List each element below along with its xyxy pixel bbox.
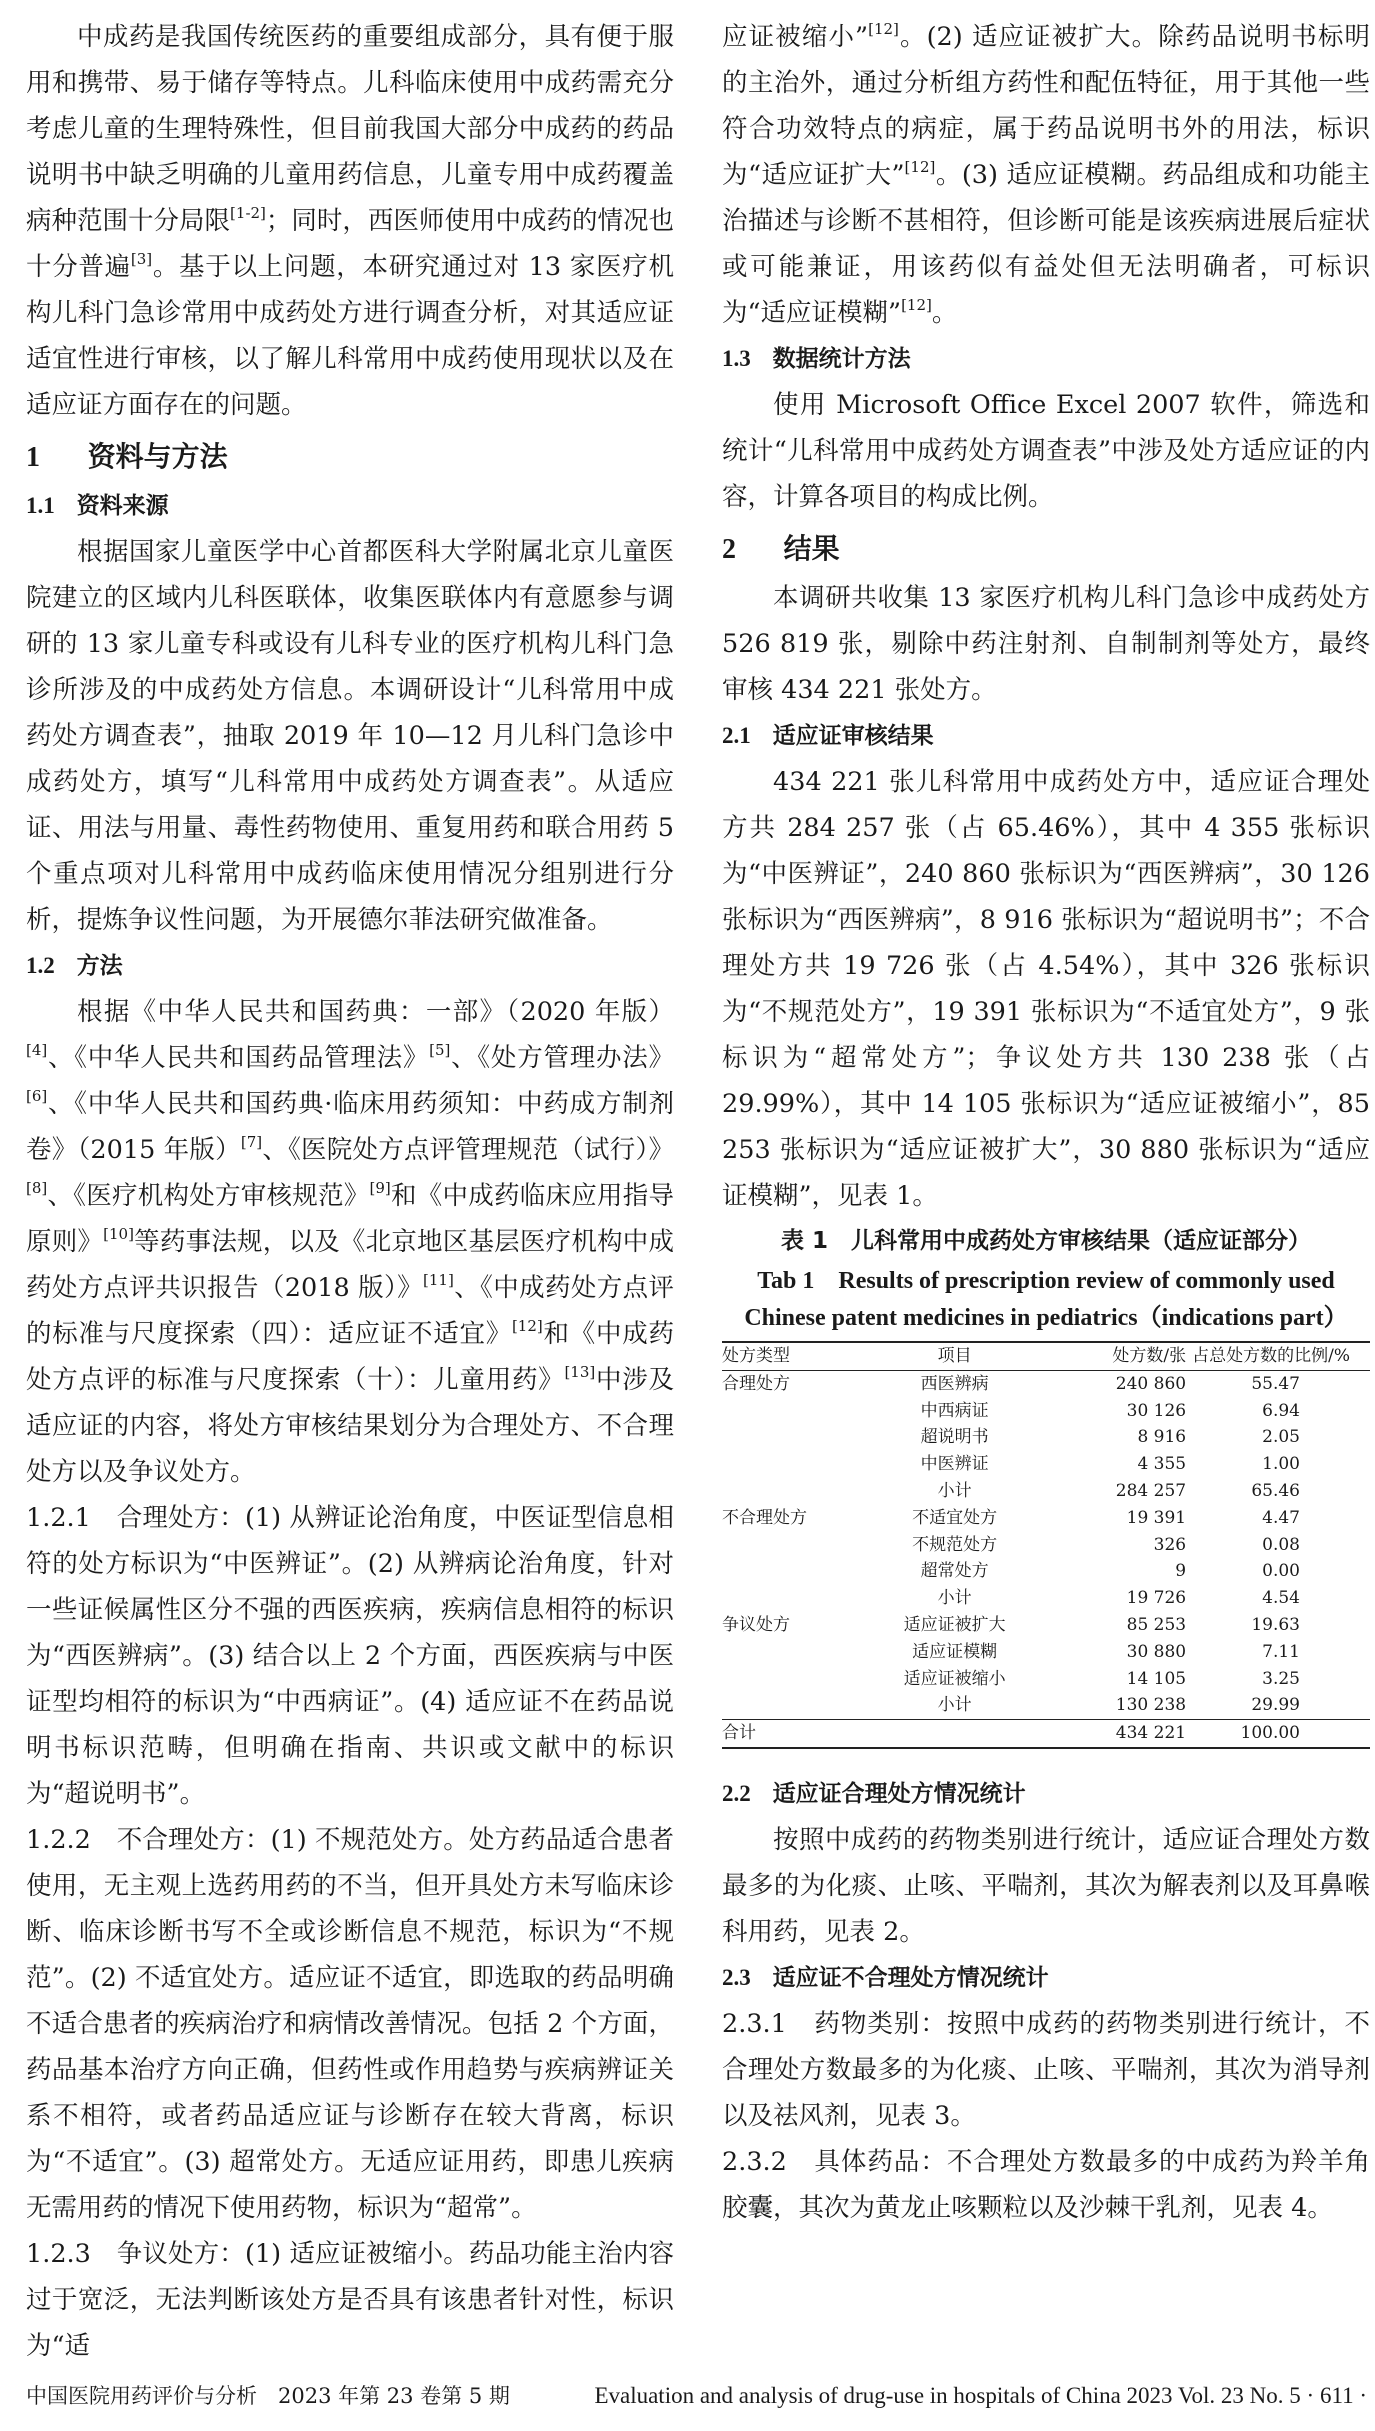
paragraph-2-3-1: 2.3.1 药物类别：按照中成药的药物类别进行统计，不合理处方数最多的为化痰、止咳、平喘剂，其次为消导剂以及祛风剂，见表 3。 <box>722 2008 1370 2131</box>
table-cell <box>722 1692 865 1719</box>
section-title: 适应证合理处方情况统计 <box>772 1780 1026 1807</box>
section-heading-2-3 <box>722 1955 1370 2001</box>
table-cell: 30 126 <box>1126 1400 1187 1421</box>
table-cell: 19 726 <box>1126 1588 1187 1609</box>
table-caption-en-line1: Tab 1 Results of prescription review of commonly used <box>757 1268 1335 1294</box>
paragraph-rational: 按照中成药的药物类别进行统计，适应证合理处方数最多的为化痰、止咳、平喘剂，其次为解表剂以及耳鼻喉科用药，见表 2。 <box>722 1824 1370 1947</box>
table-cell <box>722 1666 865 1693</box>
paragraph-method: 根据《中华人民共和国药典：一部》（2020 年版）[4]、《中华人民共和国药品管理法》[5]、《处方管理办法》[6]、《中华人民共和国药典·临床用药须知：中药成方制剂卷》（2015 年版）[7]、《医院处方点评管理规范（试行）》[8]、《医疗机构处方审核规范》[9]和《中成药临床应用指导原则》[10]等药事法规，以及《北京地区基层医疗机构中成药处方点评共识报告（2018 版）》[11]、《中成药处方点评的标准与尺度探索（四）：适应证不适宜》[12]和《中成药处方点评的标准与尺度探索（十）：儿童用药》[13]中涉及适应证的内容，将处方审核结果划分为合理处方、不合理处方以及争议处方。 <box>26 997 674 1487</box>
table-cell: 19 391 <box>1126 1507 1187 1528</box>
table-cell: 130 238 <box>1115 1695 1187 1716</box>
table-row <box>722 1585 1370 1612</box>
intro-paragraph: 中成药是我国传统医药的重要组成部分，具有便于服用和携带、易于储存等特点。儿科临床使用中成药需充分考虑儿童的生理特殊性，但目前我国大部分中成药的药品说明书中缺乏明确的儿童用药信息，儿童专用中成药覆盖病种范围十分局限[1-2]；同时，西医师使用中成药的情况也十分普遍[3]。基于以上问题，本研究通过对 13 家医疗机构儿科门急诊常用中成药处方进行调查分析，对其适应证适宜性进行审核，以了解儿科常用中成药使用现状以及在适应证方面存在的问题。 <box>26 22 674 420</box>
table-cell: 8 916 <box>1137 1427 1187 1448</box>
table-header-cell: 处方类型 <box>722 1346 790 1366</box>
table-row <box>722 1424 1370 1451</box>
table-cell <box>722 1532 865 1559</box>
table-cell: 3.25 <box>1262 1668 1300 1689</box>
table-row <box>722 1478 1370 1505</box>
section-number: 1 <box>26 442 40 473</box>
table-cell <box>722 1424 865 1451</box>
citation-ref: [10] <box>103 1225 134 1243</box>
table-1 <box>722 1341 1370 1749</box>
table-cell: 2.05 <box>1262 1427 1300 1448</box>
section-number: 1.3 <box>722 346 751 371</box>
table-header-cell: 占总处方数的比例/% <box>1192 1346 1350 1366</box>
section-heading-1-2 <box>26 943 674 989</box>
table-cell <box>722 1558 865 1585</box>
table-cell: 100.00 <box>1240 1723 1300 1744</box>
table-cell: 30 880 <box>1126 1641 1187 1662</box>
citation-ref: [7] <box>240 1133 263 1151</box>
table-cell: 9 <box>1175 1561 1187 1582</box>
paragraph-1-2-2: 1.2.2 不合理处方：(1) 不规范处方。处方药品适合患者使用，无主观上选药用药的不当，但开具处方未写临床诊断、临床诊断书写不全或诊断信息不规范，标识为“不规范”。(2) 不适宜处方。适应证不适宜，即选取的药品明确不适合患者的疾病治疗和病情改善情况。包括 2 个方面，药品基本治疗方向正确，但药性或作用趋势与疾病辨证关系不相符，或者药品适应证与诊断存在较大背离，标识为“不适宜”。(3) 超常处方。无适应证用药，即患儿疾病无需用药的情况下使用药物，标识为“超常”。 <box>26 1825 674 2223</box>
paragraph-review-results: 434 221 张儿科常用中成药处方中，适应证合理处方共 284 257 张（占 65.46%），其中 4 355 张标识为“中医辨证”，240 860 张标识为“西医辨病”，30 126 张标识为“西医辨病”，8 916 张标识为“超说明书”；不合理处方共 19 726 张（占 4.54%），其中 326 张标识为“不规范处方”，19 391 张标识为“不适宜处方”，9 张标识为“超常处方”；争议处方共 130 238 张（占 29.99%），其中 14 105 张标识为“适应证被缩小”，85 253 张标识为“适应证被扩大”，30 880 张标识为“适应证模糊”，见表 1。 <box>722 767 1370 1211</box>
table-cell: 超常处方 <box>920 1561 989 1582</box>
section-number: 1.2 <box>26 953 55 978</box>
paragraph-results: 本调研共收集 13 家医疗机构儿科门急诊中成药处方 526 819 张，剔除中药注射剂、自制制剂等处方，最终审核 434 221 张处方。 <box>722 583 1370 705</box>
paragraph-1-2-1: 1.2.1 合理处方：(1) 从辨证论治角度，中医证型信息相符的处方标识为“中医辨证”。(2) 从辨病论治角度，针对一些证候属性区分不强的西医疾病，疾病信息相符的标识为“西医辨病”。(3) 结合以上 2 个方面，西医疾病与中医证型均相符的标识为“中西病证”。(4) 适应证不在药品说明书标识范畴，但明确在指南、共识或文献中的标识为“超说明书”。 <box>26 1503 674 1809</box>
table-cell: 中西病证 <box>920 1400 989 1421</box>
table-cell: 不合理处方 <box>722 1507 807 1528</box>
section-heading-1 <box>26 432 674 483</box>
table-cell: 0.00 <box>1262 1561 1300 1582</box>
left-column <box>26 14 674 2369</box>
section-title: 适应证不合理处方情况统计 <box>772 1964 1049 1991</box>
table-cell: 65.46 <box>1251 1480 1300 1501</box>
citation-ref: [1-2] <box>230 204 266 222</box>
table-cell: 240 860 <box>1115 1373 1187 1394</box>
section-heading-2-1 <box>722 713 1370 759</box>
table-row <box>722 1505 1370 1532</box>
table-cell: 不规范处方 <box>912 1534 998 1555</box>
section-title: 方法 <box>76 953 123 979</box>
table-cell: 4.47 <box>1262 1507 1300 1528</box>
table-row <box>722 1398 1370 1425</box>
section-title: 资料来源 <box>76 493 169 519</box>
section-title: 适应证审核结果 <box>772 723 934 749</box>
table-cell <box>722 1585 865 1612</box>
section-heading-2 <box>722 524 1370 575</box>
paragraph-data-source: 根据国家儿童医学中心首都医科大学附属北京儿童医院建立的区域内儿科医联体，收集医联体内有意愿参与调研的 13 家儿童专科或设有儿科专业的医疗机构儿科门急诊所涉及的中成药处方信息。本调研设计“儿科常用中成药处方调查表”，抽取 2019 年 10—12 月儿科门急诊中成药处方，填写“儿科常用中成药处方调查表”。从适应证、用法与用量、毒性药物使用、重复用药和联合用药 5 个重点项对儿科常用中成药临床使用情况分组别进行分析，提炼争议性问题，为开展德尔菲法研究做准备。 <box>26 537 674 935</box>
table-cell: 4.54 <box>1262 1588 1300 1609</box>
citation-ref: [4] <box>26 1041 48 1059</box>
table-cell: 西医辨病 <box>920 1373 989 1394</box>
right-column <box>722 14 1370 2231</box>
table-cell: 7.11 <box>1262 1641 1300 1662</box>
citation-ref: [12] <box>868 20 899 38</box>
table-cell <box>722 1398 865 1425</box>
citation-ref: [12] <box>511 1317 543 1335</box>
table-cell: 14 105 <box>1126 1668 1187 1689</box>
section-heading-1-1 <box>26 483 674 529</box>
table-cell: 不适宜处方 <box>912 1507 998 1528</box>
table-cell: 合计 <box>722 1723 756 1744</box>
section-heading-2-2 <box>722 1771 1370 1817</box>
table-row <box>722 1692 1370 1719</box>
table-cell: 小计 <box>937 1480 972 1501</box>
table-total-row <box>722 1720 1370 1748</box>
table-row <box>722 1639 1370 1666</box>
paragraph-2-3-2: 2.3.2 具体药品：不合理处方数最多的中成药为羚羊角胶囊，其次为黄龙止咳颗粒以及沙棘干乳剂，见表 4。 <box>722 2146 1370 2223</box>
citation-ref: [12] <box>904 158 936 176</box>
table-row <box>722 1370 1370 1397</box>
table-cell: 1.00 <box>1262 1454 1300 1475</box>
table-cell: 85 253 <box>1126 1614 1187 1635</box>
section-number: 2.3 <box>722 1964 751 1990</box>
table-cell: 中医辨证 <box>920 1454 989 1475</box>
table-cell: 适应证被扩大 <box>903 1614 1006 1635</box>
table-header-cell: 处方数/张 <box>1112 1346 1187 1366</box>
citation-ref: [12] <box>901 296 932 314</box>
table-cell: 争议处方 <box>722 1614 790 1635</box>
section-title: 结果 <box>783 532 840 565</box>
section-number: 2.2 <box>722 1780 751 1806</box>
journal-name-en: Evaluation and analysis of drug-use in hospitals of China 2023 Vol. 23 No. 5 · 611 · <box>594 2383 1367 2408</box>
citation-ref: [9] <box>369 1179 391 1197</box>
paragraph-1-2-3: 1.2.3 争议处方：(1) 适应证被缩小。药品功能主治内容过于宽泛，无法判断该处方是否具有该患者针对性，标识为“适 <box>26 2239 674 2361</box>
section-title: 资料与方法 <box>87 440 228 473</box>
section-title: 数据统计方法 <box>772 346 911 372</box>
table-cell: 0.08 <box>1262 1534 1300 1555</box>
table-cell <box>722 1639 865 1666</box>
table-row <box>722 1612 1370 1639</box>
table-cell <box>722 1478 865 1505</box>
citation-ref: [3] <box>130 250 153 268</box>
table-cell <box>865 1720 1045 1748</box>
table-cell: 19.63 <box>1251 1614 1300 1635</box>
table-cell: 合理处方 <box>722 1373 790 1394</box>
section-number: 2.1 <box>722 723 751 748</box>
section-number: 2 <box>722 534 736 565</box>
table-cell: 326 <box>1153 1534 1187 1555</box>
journal-name-cn: 中国医院用药评价与分析 2023 年第 23 卷第 5 期 <box>26 2384 510 2408</box>
table-cell <box>722 1451 865 1478</box>
table-row <box>722 1666 1370 1693</box>
table-cell: 小计 <box>937 1695 972 1716</box>
table-cell: 55.47 <box>1251 1373 1300 1394</box>
table-cell: 适应证被缩小 <box>903 1668 1006 1689</box>
table-header-row <box>722 1342 1370 1370</box>
table-caption-en-line2: Chinese patent medicines in pediatrics（indications part） <box>744 1305 1348 1331</box>
table-row <box>722 1451 1370 1478</box>
table-cell: 434 221 <box>1115 1723 1187 1744</box>
table-caption-cn: 表 1 儿科常用中成药处方审核结果（适应证部分） <box>780 1228 1311 1254</box>
citation-ref: [5] <box>429 1041 451 1059</box>
table-cell: 6.94 <box>1262 1400 1300 1421</box>
table-cell: 284 257 <box>1115 1480 1187 1501</box>
paragraph-1-2-3-continued: 应证被缩小”[12]。(2) 适应证被扩大。除药品说明书标明的主治外，通过分析组方药性和配伍特征，用于其他一些符合功效特点的病症，属于药品说明书外的用法，标识为“适应证扩大”[12]。(3) 适应证模糊。药品组成和功能主治描述与诊断不甚相符，但诊断可能是该疾病进展后症状或可能兼证，用该药似有益处但无法明确者，可标识为“适应证模糊”[12]。 <box>722 20 1370 328</box>
citation-ref: [6] <box>26 1087 48 1105</box>
citation-ref: [13] <box>564 1363 596 1381</box>
table-cell: 超说明书 <box>920 1427 989 1448</box>
citation-ref: [8] <box>26 1179 48 1197</box>
table-cell: 适应证模糊 <box>912 1641 998 1662</box>
section-number: 1.1 <box>26 493 55 518</box>
table-row <box>722 1532 1370 1559</box>
citation-ref: [11] <box>423 1271 454 1289</box>
table-header-cell: 项目 <box>937 1346 972 1366</box>
table-cell: 小计 <box>937 1588 972 1609</box>
table-cell: 29.99 <box>1251 1695 1300 1716</box>
page-footer <box>26 2381 1367 2411</box>
table-cell: 4 355 <box>1137 1454 1187 1475</box>
section-heading-1-3 <box>722 336 1370 382</box>
paragraph-statistics: 使用 Microsoft Office Excel 2007 软件，筛选和统计“儿科常用中成药处方调查表”中涉及处方适应证的内容，计算各项目的构成比例。 <box>722 390 1370 512</box>
table-row <box>722 1558 1370 1585</box>
